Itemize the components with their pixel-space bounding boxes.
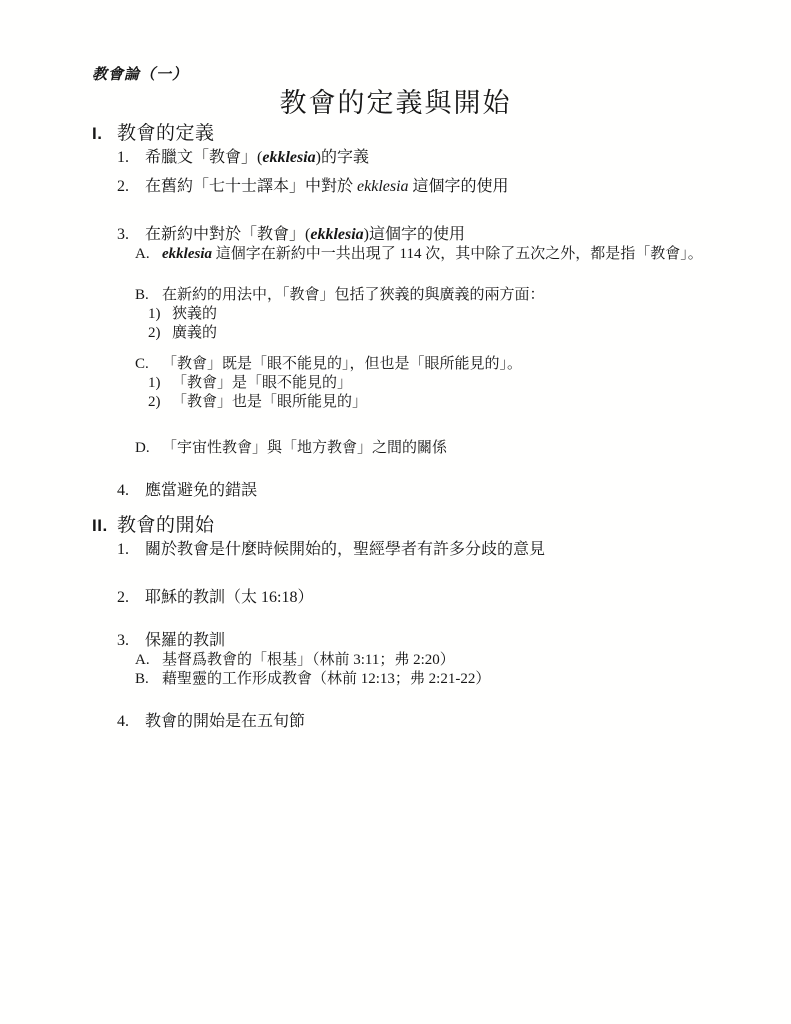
text-segment: 關於教會是什麼時候開始的，聖經學者有許多分歧的意見 <box>145 541 546 558</box>
outline-item <box>135 652 751 669</box>
item-number: D. <box>135 440 150 456</box>
text-segment: 基督爲教會的「根基」（林前 3:11；弗 2:20） <box>162 652 455 668</box>
text-segment: 藉聖靈的工作形成教會（林前 12:13；弗 2:21-22） <box>162 671 491 687</box>
section-heading <box>92 514 751 538</box>
item-text <box>145 712 751 731</box>
item-number: 1. <box>117 541 129 558</box>
greek-term: ekklesia <box>162 246 212 262</box>
item-text <box>162 440 751 457</box>
outline-item <box>135 440 751 457</box>
text-segment: 「教會」既是「眼不能見的」，但也是「眼所能見的」。 <box>162 356 523 372</box>
outline-item <box>135 287 751 304</box>
item-text <box>172 375 751 392</box>
text-segment: 這個字的使用 <box>408 178 509 195</box>
text-segment: 「教會」也是「眼所能見的」 <box>172 394 368 410</box>
item-number: 1) <box>148 306 161 322</box>
item-number: 1. <box>117 149 129 166</box>
outline-item <box>135 356 751 373</box>
item-text <box>162 356 751 373</box>
item-text <box>162 246 751 263</box>
section-numeral: I. <box>92 124 103 143</box>
text-segment: 教會的開始是在五旬節 <box>145 713 306 730</box>
greek-term: ekklesia <box>357 178 409 195</box>
text-segment: )的字義 <box>315 149 370 166</box>
item-text <box>162 652 751 669</box>
outline-item <box>148 306 751 323</box>
item-text <box>145 148 751 167</box>
outline-item <box>117 540 751 559</box>
item-text <box>145 588 751 607</box>
text-segment: 狹義的 <box>172 306 218 322</box>
item-text <box>145 540 751 559</box>
outline <box>92 122 751 731</box>
item-number: 2. <box>117 589 129 606</box>
text-segment: 「教會」是「眼不能見的」 <box>172 375 353 391</box>
text-segment: 應當避免的錯誤 <box>145 482 258 499</box>
item-text <box>145 225 751 244</box>
outline-item <box>117 712 751 731</box>
item-number: A. <box>135 652 150 668</box>
text-segment: 「宇宙性教會」與「地方教會」之間的關係 <box>162 440 448 456</box>
item-number: 2. <box>117 178 129 195</box>
text-segment: 希臘文「教會」( <box>145 149 263 166</box>
item-number: 3. <box>117 226 129 243</box>
outline-item <box>135 246 751 263</box>
item-text <box>172 325 751 342</box>
outline-item <box>135 671 751 688</box>
item-number: 1) <box>148 375 161 391</box>
section-title: 教會的開始 <box>117 515 215 536</box>
item-text <box>172 306 751 323</box>
text-segment: 這個字在新約中一共出現了 114 次，其中除了五次之外，都是指「教會」。 <box>212 246 703 262</box>
outline-item <box>148 325 751 342</box>
item-text <box>172 394 751 411</box>
greek-term: ekklesia <box>262 149 316 166</box>
outline-item <box>117 177 751 196</box>
item-text <box>145 631 751 650</box>
item-text <box>162 287 751 304</box>
text-segment: 在舊約「七十士譯本」中對於 <box>145 178 358 195</box>
item-number: 3. <box>117 632 129 649</box>
item-number: 4. <box>117 482 129 499</box>
text-segment: 保羅的教訓 <box>145 632 226 649</box>
item-number: B. <box>135 671 149 687</box>
greek-term: ekklesia <box>310 226 364 243</box>
item-text <box>145 177 751 196</box>
section-numeral: II. <box>92 516 108 535</box>
item-number: 2) <box>148 394 161 410</box>
section-heading <box>92 122 751 146</box>
text-segment: 廣義的 <box>172 325 218 341</box>
outline-item <box>117 588 751 607</box>
outline-item <box>148 394 751 411</box>
outline-item <box>117 225 751 244</box>
text-segment: 在新約中對於「教會」( <box>145 226 311 243</box>
item-number: C. <box>135 356 149 372</box>
outline-item <box>117 631 751 650</box>
section-title: 教會的定義 <box>117 123 215 144</box>
item-number: 2) <box>148 325 161 341</box>
item-number: 4. <box>117 713 129 730</box>
outline-item <box>117 148 751 167</box>
page-title: 教會的定義與開始 <box>279 88 512 118</box>
outline-item <box>148 375 751 392</box>
text-segment: )這個字的使用 <box>363 226 466 243</box>
text-segment: 在新約的用法中，「教會」包括了狹義的與廣義的兩方面： <box>162 287 545 303</box>
item-number: A. <box>135 246 150 262</box>
item-text <box>145 481 751 500</box>
item-number: B. <box>135 287 149 303</box>
doc-series-label: 教會論（一） <box>92 67 189 83</box>
text-segment: 耶穌的教訓（太 16:18） <box>145 589 314 606</box>
outline-item <box>117 481 751 500</box>
item-text <box>162 671 751 688</box>
